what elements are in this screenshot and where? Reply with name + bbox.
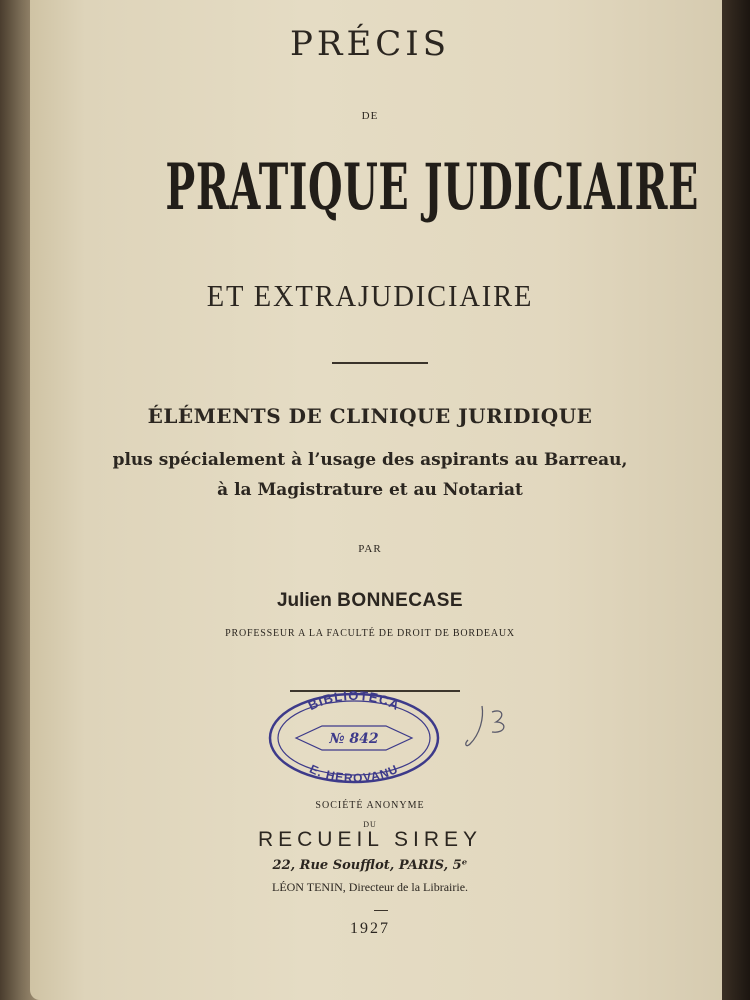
description-line-1: plus spécialement à l’usage des aspirants au Barreau, [112, 450, 628, 470]
publication-year: 1927 [350, 920, 390, 937]
publisher-societe: SOCIÉTÉ ANONYME [315, 800, 425, 811]
stamp-bottom-text: E. HEROVANU [307, 761, 401, 786]
subtitle: ET EXTRAJUDICIAIRE [206, 278, 534, 313]
elements-heading: ÉLÉMENTS DE CLINIQUE JURIDIQUE [147, 404, 593, 428]
stamp-top-text: BIBLIOTECA [305, 688, 403, 714]
author-first-name: Julien [276, 590, 332, 611]
publisher-name: RECUEIL SIREY [257, 828, 483, 851]
book-cover-edge [722, 0, 750, 1000]
heading-precis: PRÉCIS [289, 24, 451, 64]
word-par: PAR [358, 543, 382, 555]
library-stamp [266, 686, 442, 786]
handwritten-mark [460, 700, 520, 754]
svg-text:BIBLIOTECA [306, 688, 403, 713]
word-de: DE [361, 110, 379, 122]
main-title: PRATIQUE JUDICIAIRE [165, 150, 699, 225]
publisher-address: 22, Rue Soufflot, PARIS, 5ᵉ [272, 858, 468, 873]
description-line-2: à la Magistrature et au Notariat [217, 480, 523, 500]
author-title: PROFESSEUR A LA FACULTÉ DE DROIT DE BORDEAUX [225, 628, 515, 639]
stamp-number: № 842 [329, 731, 379, 747]
title-divider [332, 362, 428, 364]
year-divider [374, 910, 388, 911]
author-last-name: BONNECASE [337, 590, 464, 611]
svg-text:E. HEROVANU [307, 762, 400, 785]
publisher-du: DU [363, 820, 377, 829]
author-name [40, 590, 700, 612]
publisher-director: LÉON TENIN, Directeur de la Librairie. [271, 880, 469, 894]
